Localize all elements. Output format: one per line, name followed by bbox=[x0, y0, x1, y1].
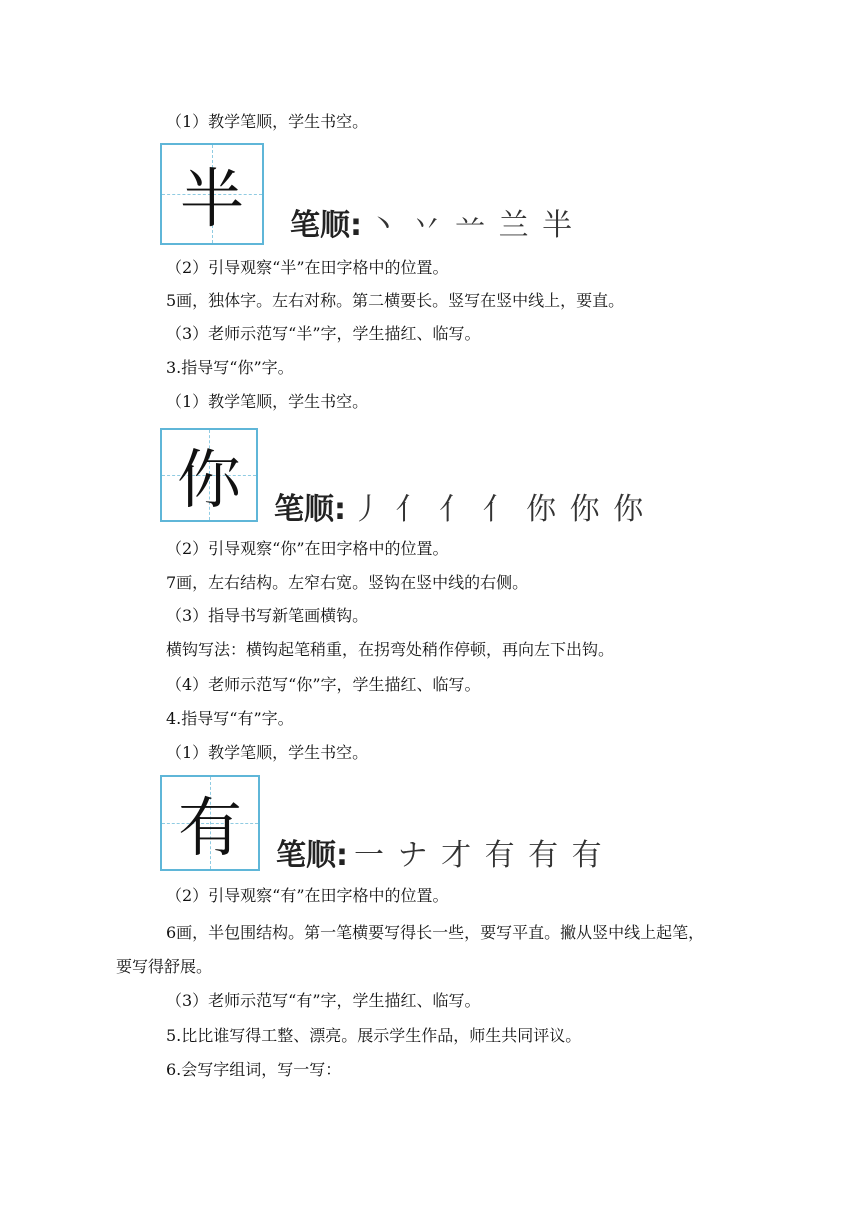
text-line: （1）教学笔顺，学生书空。 bbox=[166, 392, 369, 411]
stroke-order-label: 笔顺: bbox=[276, 838, 348, 873]
text-line: （1）教学笔顺，学生书空。 bbox=[166, 743, 369, 762]
text-line: 4.指导写“有”字。 bbox=[166, 709, 294, 728]
text-line: （4）老师示范写“你”字，学生描红、临写。 bbox=[166, 675, 481, 694]
stroke-order-label: 笔顺: bbox=[290, 208, 362, 243]
character-ni: 你 bbox=[177, 444, 241, 518]
text-line: （2）引导观察“有”在田字格中的位置。 bbox=[166, 886, 449, 905]
tianzige-grid-ban bbox=[160, 143, 264, 245]
character-you: 有 bbox=[178, 792, 242, 866]
tianzige-grid-ni bbox=[160, 428, 258, 522]
text-line: （3）指导书写新笔画横钩。 bbox=[166, 606, 369, 625]
stroke-order-you bbox=[276, 830, 604, 874]
text-line: （3）老师示范写“半”字，学生描红、临写。 bbox=[166, 324, 481, 343]
text-line: （2）引导观察“你”在田字格中的位置。 bbox=[166, 539, 449, 558]
character-ban: 半 bbox=[180, 163, 244, 237]
text-line: 5.比比谁写得工整、漂亮。展示学生作品，师生共同评议。 bbox=[166, 1026, 582, 1045]
text-line: 6画，半包围结构。第一笔横要写得长一些，要写平直。撇从竖中线上起笔， bbox=[166, 923, 705, 942]
text-line: （2）引导观察“半”在田字格中的位置。 bbox=[166, 258, 449, 277]
stroke-order-steps: 丿 亻 亻 亻 你 你 你 bbox=[352, 492, 646, 527]
stroke-order-ni bbox=[274, 484, 645, 528]
tianzige-grid-you bbox=[160, 775, 260, 871]
stroke-order-steps: 一 ナ 才 有 有 有 bbox=[354, 838, 604, 873]
text-line: 3.指导写“你”字。 bbox=[166, 358, 294, 377]
text-line: 要写得舒展。 bbox=[116, 957, 213, 976]
stroke-order-label: 笔顺: bbox=[274, 492, 346, 527]
text-line: 横钩写法：横钩起笔稍重，在拐弯处稍作停顿，再向左下出钩。 bbox=[166, 640, 615, 659]
text-line: 6.会写字组词，写一写： bbox=[166, 1060, 342, 1079]
stroke-order-steps: 丶 丷 䒑 兰 半 bbox=[368, 208, 575, 243]
text-line: （1）教学笔顺，学生书空。 bbox=[166, 112, 369, 131]
text-line: （3）老师示范写“有”字，学生描红、临写。 bbox=[166, 991, 481, 1010]
stroke-order-ban bbox=[290, 200, 574, 244]
text-line: 7画，左右结构。左窄右宽。竖钩在竖中线的右侧。 bbox=[166, 573, 529, 592]
text-line: 5画，独体字。左右对称。第二横要长。竖写在竖中线上，要直。 bbox=[166, 291, 625, 310]
